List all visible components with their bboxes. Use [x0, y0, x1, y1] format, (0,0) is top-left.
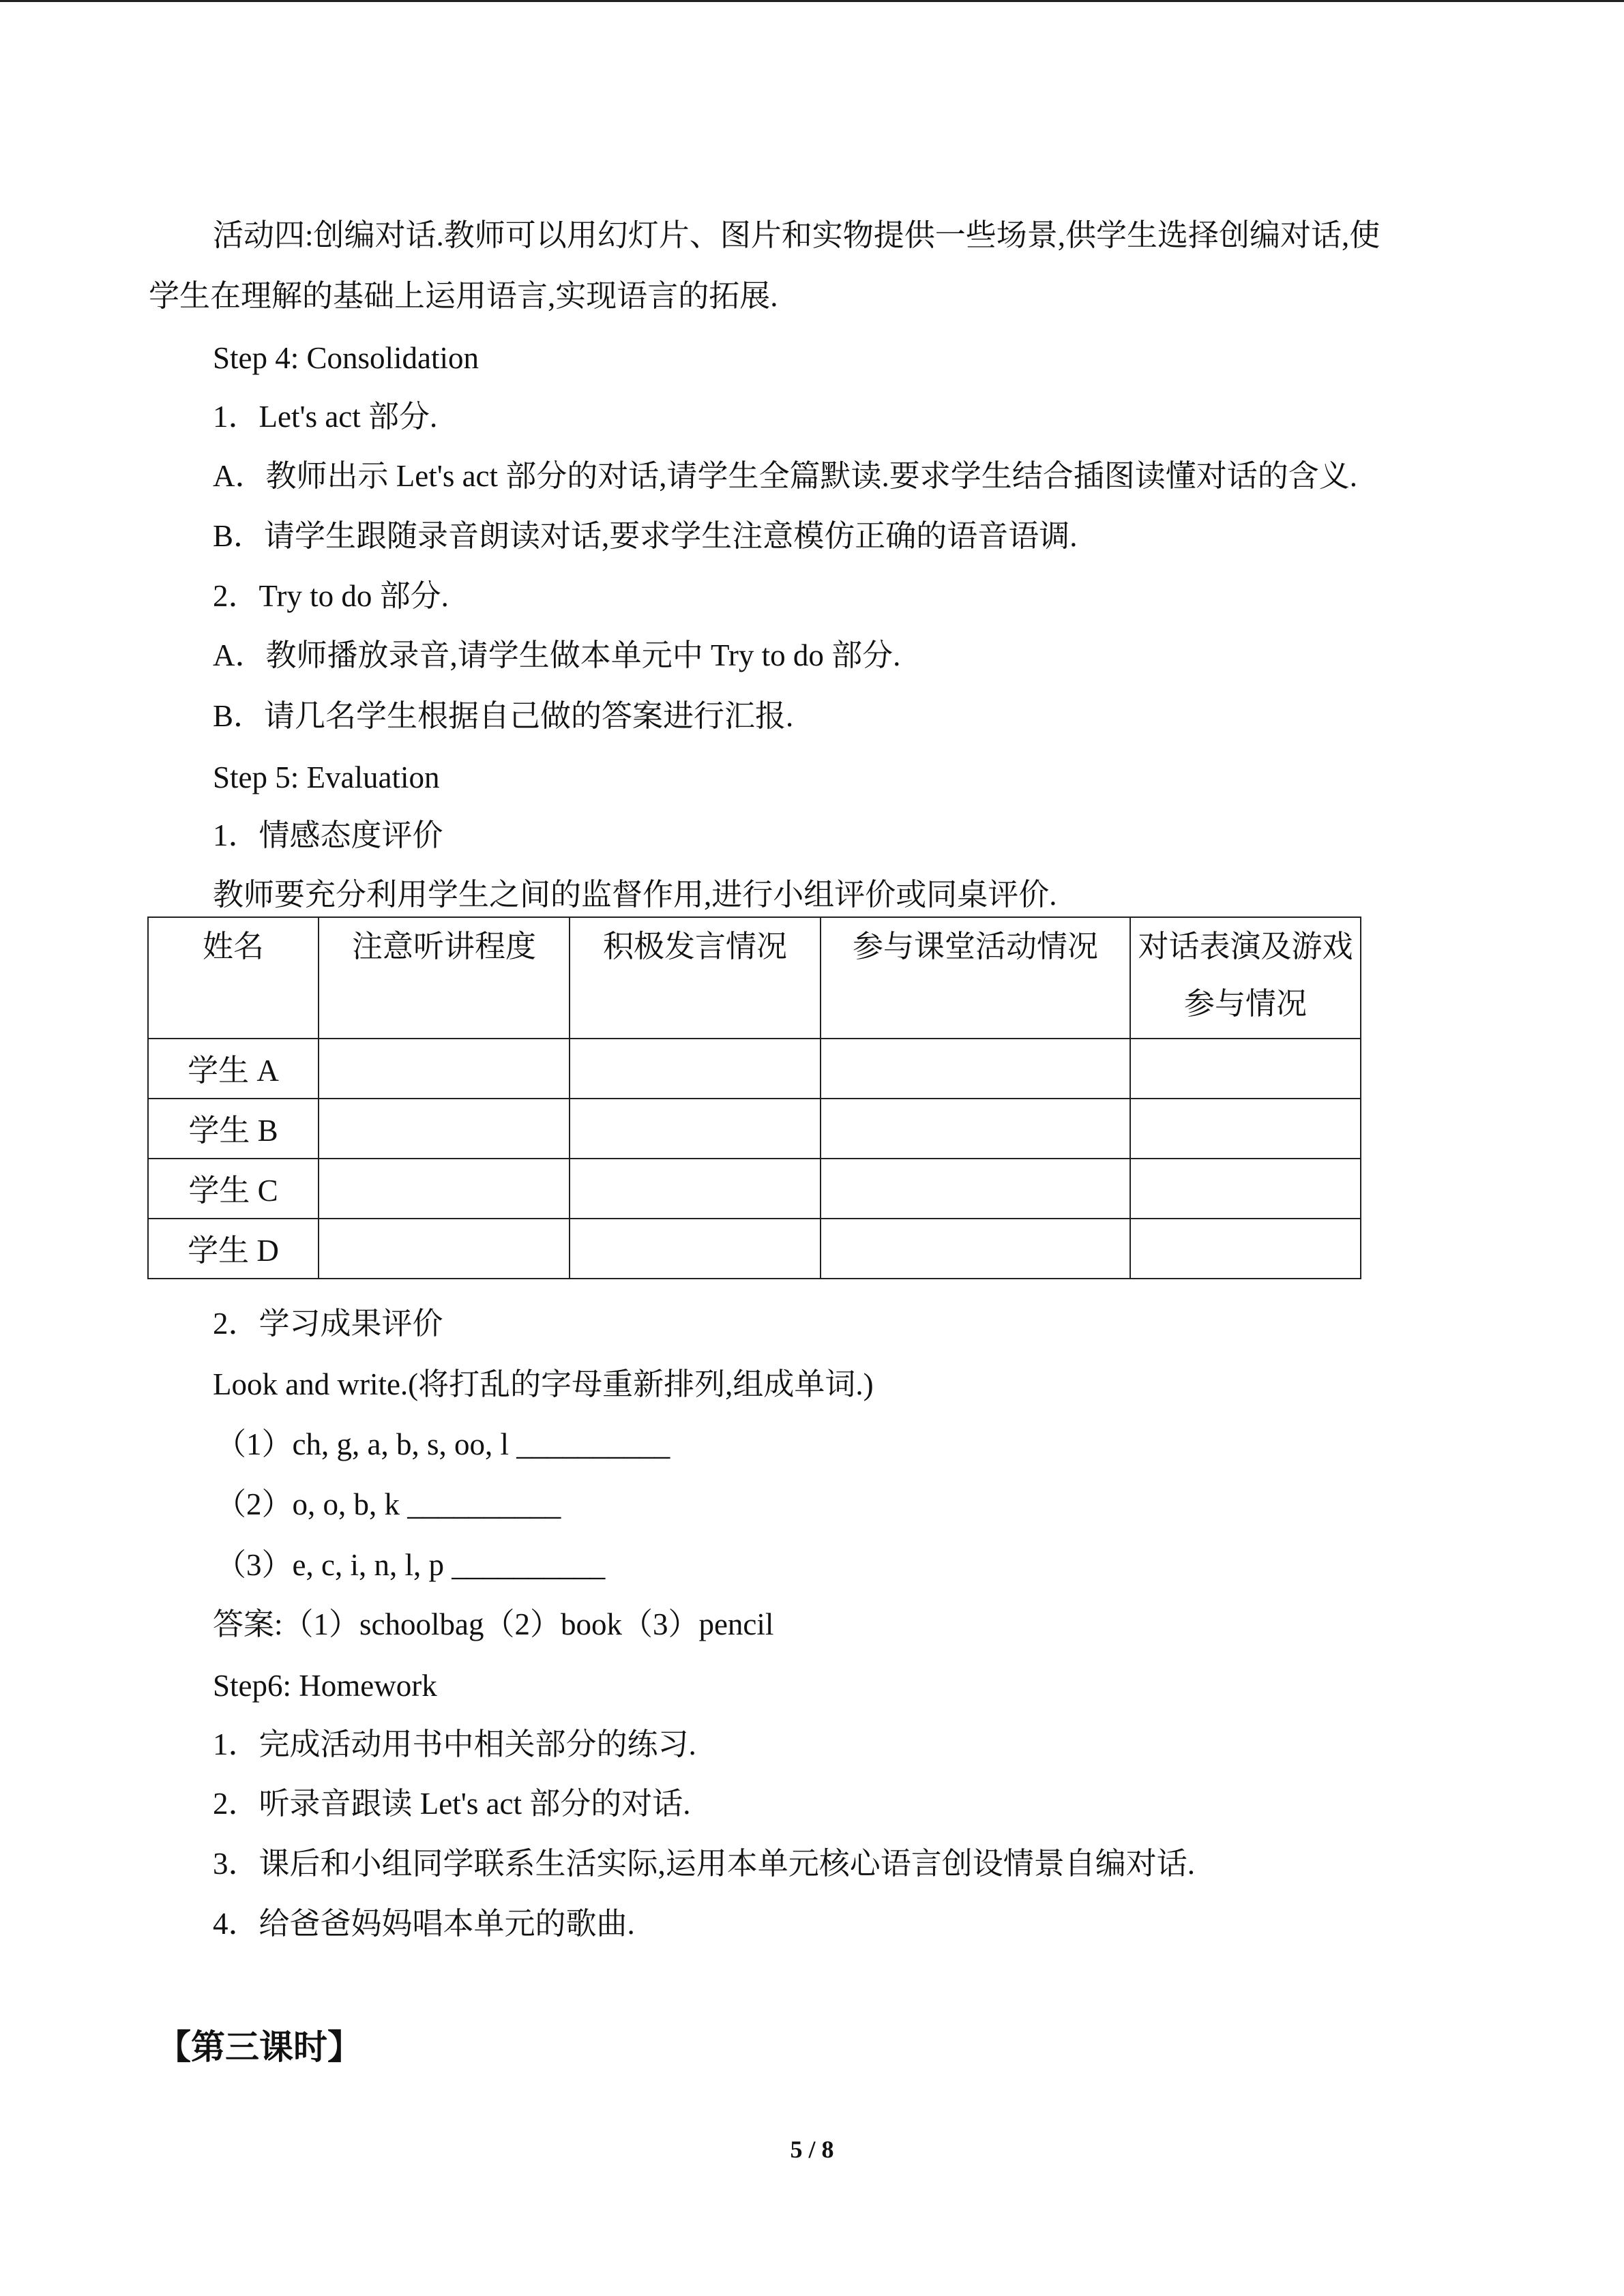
header-participation: 参与课堂活动情况	[821, 917, 1130, 1039]
lets-act-item-a: A．教师出示 Let's act 部分的对话,请学生全篇默读.要求学生结合插图读懂对话的含义.	[213, 459, 1358, 493]
step5-heading: Step 5: Evaluation	[213, 760, 440, 794]
header-dialogue-games: 对话表演及游戏参与情况	[1130, 917, 1361, 1039]
table-cell	[319, 1099, 570, 1159]
table-cell	[319, 1219, 570, 1279]
page-number: 5 / 8	[790, 2136, 834, 2163]
table-row	[148, 1099, 1361, 1159]
homework-item-4: 4．给爸爸妈妈唱本单元的歌曲.	[213, 1907, 635, 1941]
exercise-item-1: （1）ch, g, a, b, s, oo, l __________	[216, 1427, 670, 1461]
table-cell	[570, 1099, 821, 1159]
student-name-cell: 学生 D	[148, 1219, 319, 1279]
header-attention: 注意听讲程度	[319, 917, 570, 1039]
paragraph-activity-four: 活动四:创编对话.教师可以用幻灯片、图片和实物提供一些场景,供学生选择创编对话,使	[213, 218, 1381, 252]
look-and-write-instruction: Look and write.(将打乱的字母重新排列,组成单词.)	[213, 1367, 874, 1401]
table-cell	[821, 1219, 1130, 1279]
table-cell	[1130, 1219, 1361, 1279]
table-cell	[570, 1219, 821, 1279]
learning-outcome-item: 2．学习成果评价	[213, 1307, 443, 1341]
lets-act-item: 1．Let's act 部分.	[213, 400, 438, 434]
table-row	[148, 1039, 1361, 1099]
step6-heading: Step6: Homework	[213, 1669, 437, 1703]
student-name-cell: 学生 C	[148, 1159, 319, 1219]
try-to-do-item-b: B．请几名学生根据自己做的答案进行汇报.	[213, 699, 794, 733]
paragraph-activity-four-cont: 学生在理解的基础上运用语言,实现语言的拓展.	[149, 279, 778, 313]
teacher-supervision-text: 教师要充分利用学生之间的监督作用,进行小组评价或同桌评价.	[213, 878, 1057, 912]
answer-key: 答案:（1）schoolbag（2）book（3）pencil	[213, 1607, 774, 1641]
table-cell	[821, 1099, 1130, 1159]
table-cell	[1130, 1039, 1361, 1099]
table-row	[148, 1159, 1361, 1219]
table-row	[148, 1219, 1361, 1279]
table-cell	[319, 1159, 570, 1219]
header-speaking: 积极发言情况	[570, 917, 821, 1039]
homework-item-3: 3．课后和小组同学联系生活实际,运用本单元核心语言创设情景自编对话.	[213, 1847, 1196, 1881]
table-cell	[319, 1039, 570, 1099]
homework-item-2: 2．听录音跟读 Let's act 部分的对话.	[213, 1787, 691, 1821]
exercise-item-2: （2）o, o, b, k __________	[216, 1487, 561, 1521]
header-name: 姓名	[148, 917, 319, 1039]
step4-heading: Step 4: Consolidation	[213, 341, 479, 375]
evaluation-table	[147, 916, 1361, 1279]
top-border-rule	[0, 0, 1624, 2]
table-cell	[821, 1039, 1130, 1099]
homework-item-1: 1．完成活动用书中相关部分的练习.	[213, 1727, 696, 1761]
table-cell	[821, 1159, 1130, 1219]
emotion-eval-item: 1．情感态度评价	[213, 818, 443, 852]
table-header-row	[148, 917, 1361, 1039]
try-to-do-item: 2．Try to do 部分.	[213, 579, 449, 613]
student-name-cell: 学生 A	[148, 1039, 319, 1099]
table-cell	[570, 1159, 821, 1219]
table-cell	[1130, 1099, 1361, 1159]
table-cell	[1130, 1159, 1361, 1219]
try-to-do-item-a: A．教师播放录音,请学生做本单元中 Try to do 部分.	[213, 638, 901, 672]
lets-act-item-b: B．请学生跟随录音朗读对话,要求学生注意模仿正确的语音语调.	[213, 519, 1078, 553]
exercise-item-3: （3）e, c, i, n, l, p __________	[216, 1548, 606, 1582]
table-cell	[570, 1039, 821, 1099]
section-heading: 【第三课时】	[157, 2027, 361, 2067]
student-name-cell: 学生 B	[148, 1099, 319, 1159]
